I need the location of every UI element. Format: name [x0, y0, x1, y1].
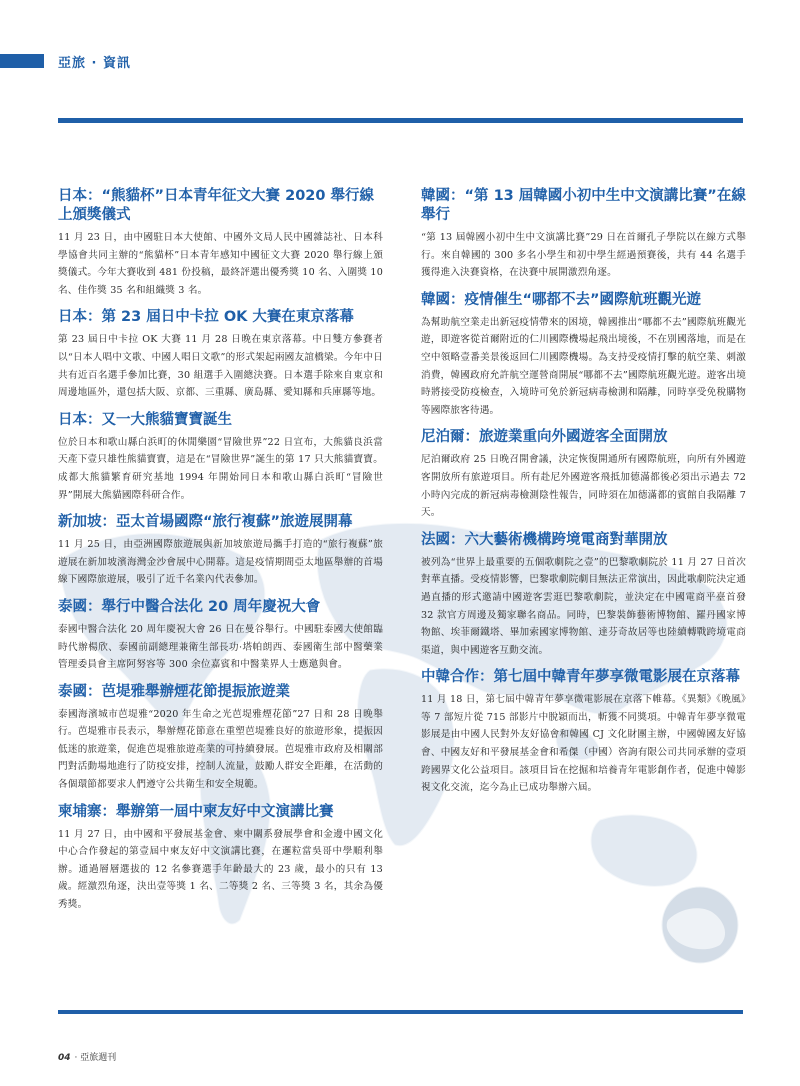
- article-title: 日本：又一大熊貓寶寶誕生: [58, 411, 232, 428]
- magazine-name: · 亞旅週刊: [74, 1053, 117, 1063]
- article-japan-panda-cub: [58, 411, 383, 504]
- page-number: 04: [58, 1053, 71, 1063]
- header-accent-bar: [0, 54, 44, 68]
- article-title: 日本：第 23 屆日中卡拉 OK 大賽在東京落幕: [58, 309, 354, 326]
- article-title: 中韓合作：第七屆中韓青年夢享微電影展在京落幕: [421, 669, 740, 686]
- article-body: “第 13 屆韓國小初中生中文演講比賽”29 日在首爾孔子學院以在線方式舉行。來自韓國的 300 多名小學生和初中學生經過預賽後，共有 44 名選手獲得進入決賽資格，在決賽中展開激烈角逐。: [421, 232, 746, 279]
- page-footer: [58, 1050, 116, 1063]
- article-title: 日本：“熊貓杯”日本青年征文大賽 2020 舉行線上頒獎儀式: [58, 188, 375, 223]
- bottom-rule: [58, 1010, 743, 1014]
- article-japan-karaoke: [58, 308, 383, 401]
- top-rule: [58, 118, 743, 123]
- article-title: 法國：六大藝術機構跨境電商對華開放: [421, 531, 668, 548]
- right-column: [421, 187, 746, 806]
- article-singapore-travel-expo: [58, 513, 383, 589]
- article-title: 韓國：“第 13 屆韓國小初中生中文演講比賽”在線舉行: [421, 188, 746, 223]
- article-title: 泰國：舉行中醫合法化 20 周年慶祝大會: [58, 598, 321, 615]
- article-body: 泰國中醫合法化 20 周年慶祝大會 26 日在曼谷舉行。中國駐泰國大使館臨時代辦楊欣、泰國前副總理兼衛生部長功·塔帕朗西、泰國衛生部中醫藥業管理委員會主席阿努容等 300 余位嘉賓和中醫業界人士應邀與會。: [58, 623, 383, 671]
- left-column: [58, 187, 383, 923]
- globe-icon: [662, 887, 738, 963]
- article-korea-flights-to-nowhere: [421, 291, 746, 420]
- article-title: 尼泊爾：旅遊業重向外國遊客全面開放: [421, 429, 668, 446]
- article-body: 11 月 18 日，第七屆中韓青年夢享微電影展在京落下帷幕。《異類》《晚風》等 7 部短片從 715 部影片中脫穎而出，斬獲不同獎項。中韓青年夢享微電影展是由中國人民對外友好協會和韓國 CJ 文化財團主辦，中國韓國友好協會、中國友好和平發展基金會和希傑（中國）咨詢有限公司共同承辦的壹項跨國界文化公益項目。該項目旨在挖掘和培養青年電影創作者，促進中韓影視文化交流，迄今為止已成功舉辦六屆。: [421, 694, 746, 794]
- article-cambodia-speech-contest: [58, 803, 383, 914]
- article-body: 泰國海濱城市芭堤雅“2020 年生命之光芭堤雅煙花節”27 日和 28 日晚舉行。芭堤雅市長表示，舉辦煙花節意在重塑芭堤雅良好的旅遊形象，提振因低迷的旅遊業，促進芭堤雅旅遊產業的可持續發展。芭堤雅市政府及相關部門對活動場地進行了防疫安排，控制人流量，鼓勵人群安全距離，在活動的各個環節都要求人們遵守公共衛生和安全規範。: [58, 708, 383, 791]
- article-japan-panda-cup: [58, 187, 383, 299]
- section-title: 亞旅 · 資訊: [58, 56, 131, 71]
- article-thailand-tcm: [58, 598, 383, 674]
- article-title: 泰國：芭堤雅舉辦煙花節提振旅遊業: [58, 683, 290, 700]
- article-body: 為幫助航空業走出新冠疫情帶來的困境，韓國推出“哪都不去”國際航班觀光遊，即遊客從首爾附近的仁川國際機場起飛出境後，不在別國落地，而是在空中領略壹番美景後返回仁川國際機場。為支持受疫情打擊的航空業、刺激消費，韓國政府允許航空運營商開展“哪都不去”國際航班觀光遊。遊客出境時將接受防疫檢查，入境時可免於新冠病毒檢測和隔離，同時享受免稅購物等國際旅客待遇。: [421, 316, 746, 416]
- article-body: 被列為“世界上最重要的五個歌劇院之壹”的巴黎歌劇院於 11 月 27 日首次對華直播。受疫情影響，巴黎歌劇院劇目無法正常演出，因此歌劇院決定通過直播的形式邀請中國遊客雲逛巴黎歌劇院，並決定在中國電商平臺首發 32 款官方周邊及獨家聯名商品。同時，巴黎裝飾藝術博物館、羅丹國家博物館、埃菲爾鐵塔、畢加索國家博物館、達芬奇故居等也陸續轉戰跨境電商渠道，與中國遊客互動交流。: [421, 556, 746, 656]
- article-korea-speech-contest: [421, 187, 746, 282]
- article-body: 11 月 25 日，由亞洲國際旅遊展與新加坡旅遊局攜手打造的“旅行複蘇”旅遊展在新加坡濱海灣金沙會展中心開幕。這是疫情期間亞太地區舉辦的首場線下國際旅遊展，吸引了近千名業內代表參加。: [58, 539, 383, 586]
- article-title: 韓國：疫情催生“哪都不去”國際航班觀光遊: [421, 291, 702, 308]
- article-nepal-reopening: [421, 428, 746, 521]
- article-body: 位於日本和歌山縣白浜町的休閒樂園“冒險世界”22 日宣布，大熊貓良浜當天產下壹只雄性熊貓寶寶，這是在“冒險世界”誕生的第 17 只大熊貓寶寶。成都大熊貓繁育研究基地 1994 年開始同日本和歌山縣白浜町“冒險世界”開展大熊貓國際科研合作。: [58, 436, 383, 501]
- article-body: 尼泊爾政府 25 日晚召開會議，決定恢復開通所有國際航班，向所有外國遊客開放所有旅遊項目。所有赴尼外國遊客飛抵加德滿都後必須出示過去 72 小時內完成的新冠病毒檢測陰性報告，同時須在加德滿都的賓館自我隔離 7 天。: [421, 454, 746, 519]
- article-body: 第 23 屆日中卡拉 OK 大賽 11 月 28 日晚在東京落幕。中日雙方參賽者以“日本人唱中文歌、中國人唱日文歌”的形式架起兩國友誼橋梁。今年中日共有近百名選手參加比賽，30 組選手入圍總決賽。日本選手除來自東京和周邊地區外，還包括大阪、京都、三重縣、廣島縣、愛知縣和兵庫縣等地。: [58, 334, 383, 399]
- article-title: 新加坡：亞太首場國際“旅行複蘇”旅遊展開幕: [58, 514, 353, 531]
- article-thailand-fireworks: [58, 683, 383, 794]
- article-china-korea-film: [421, 668, 746, 797]
- article-france-art-ecommerce: [421, 531, 746, 660]
- article-body: 11 月 23 日，由中國駐日本大使館、中國外文局人民中國雜誌社、日本科學協會共同主辦的“熊貓杯”日本青年感知中國征文大賽 2020 舉行線上頒獎儀式。今年大賽收到 481 份投稿，最終評選出優秀獎 10 名、入圍獎 10 名、佳作獎 35 名和組織獎 3 名。: [58, 232, 383, 296]
- article-title: 柬埔寨：舉辦第一屆中柬友好中文演講比賽: [58, 803, 334, 820]
- article-body: 11 月 27 日，由中國和平發展基金會、柬中關系發展學會和金邊中國文化中心合作發起的第壹屆中柬友好中文演講比賽，在邏粒當吳哥中學順利舉辦。通過層層選拔的 12 名參賽選手年齡最大的 23 歲，最小的只有 13 歲。經激烈角逐，決出壹等獎 1 名、二等獎 2 名、三等獎 3 名，其余為優秀獎。: [58, 828, 383, 911]
